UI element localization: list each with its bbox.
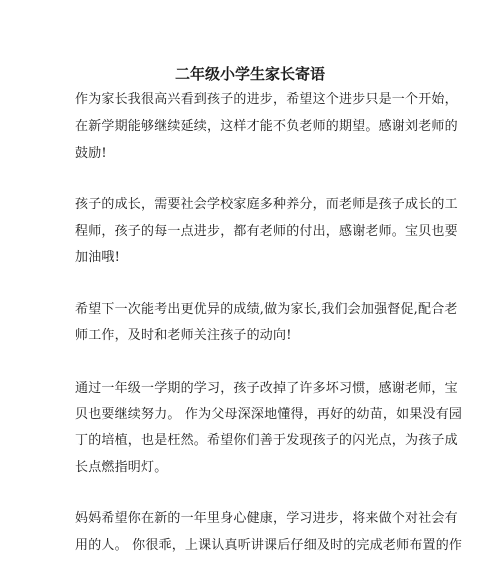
paragraph-4-line-2: 贝也要继续努力。 作为父母深深地懂得，再好的幼苗，如果没有园	[75, 407, 463, 422]
paragraph-1-line-1: 作为家长我很高兴看到孩子的进步，希望这个进步只是一个开始，	[75, 92, 458, 107]
paragraph-1-line-3: 鼓励!	[75, 146, 107, 161]
paragraph-2-line-2: 程师，孩子的每一点进步，都有老师的付出，感谢老师。宝贝也要	[75, 224, 458, 239]
paragraph-4-line-4: 长点燃指明灯。	[75, 460, 168, 475]
paragraph-5-line-1: 妈妈希望你在新的一年里身心健康，学习进步，将来做个对社会有	[75, 511, 458, 526]
paragraph-3-line-1: 希望下一次能考出更优异的成绩,做为家长,我们会加强督促,配合老	[75, 302, 458, 317]
paragraph-4-line-1: 通过一年级一学期的学习，孩子改掉了许多坏习惯，感谢老师，宝	[75, 381, 458, 396]
paragraph-2-line-3: 加油哦!	[75, 250, 121, 265]
paragraph-2-line-1: 孩子的成长，需要社会学校家庭多种养分，而老师是孩子成长的工	[75, 197, 458, 212]
paragraph-4-line-3: 丁的培植，也是枉然。希望你们善于发现孩子的闪光点，为孩子成	[75, 433, 458, 448]
document-title: 二年级小学生家长寄语	[174, 65, 325, 83]
paragraph-5-line-2: 用的人。 你很乖，上课认真听讲课后仔细及时的完成老师布置的作	[75, 538, 463, 553]
paragraph-3-line-2: 师工作，及时和老师关注孩子的动向!	[75, 328, 292, 343]
paragraph-1-line-2: 在新学期能够继续延续，这样才能不负老师的期望。感谢刘老师的	[75, 119, 458, 134]
